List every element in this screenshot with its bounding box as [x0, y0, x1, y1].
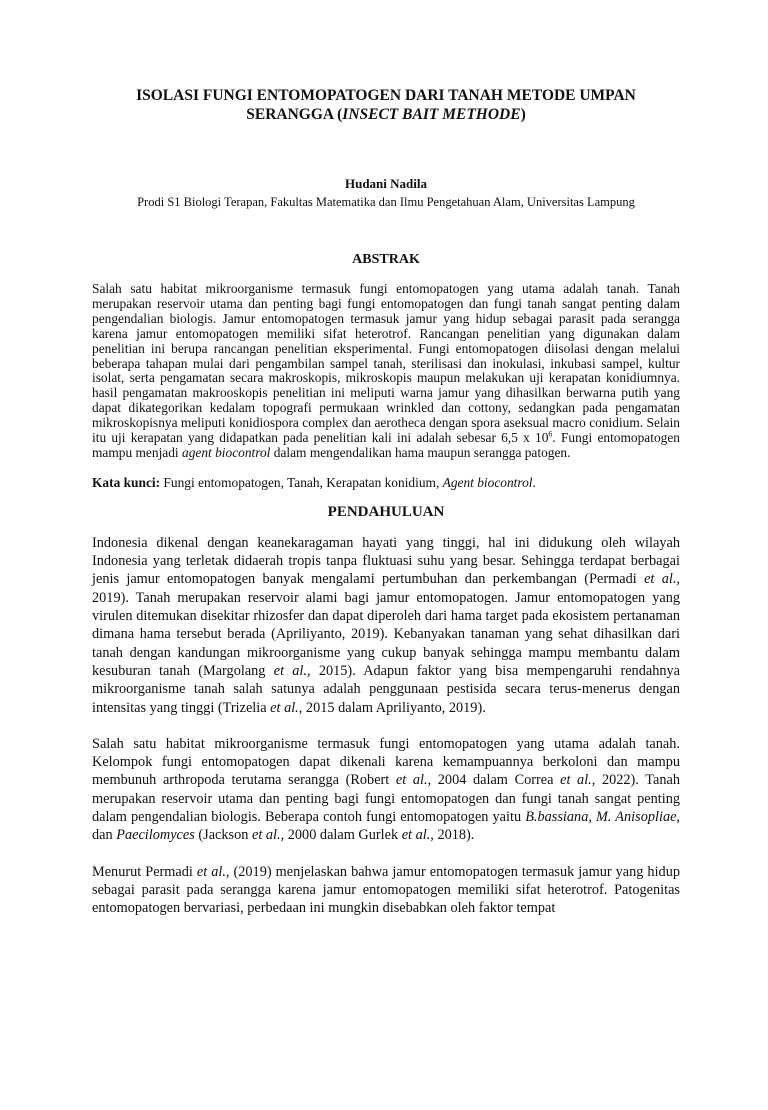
abstract-text-c: dalam mengendalikan hama maupun serangga patogen.	[270, 444, 571, 460]
p1-etal-1: et al.,	[644, 571, 680, 588]
author-affiliation: Prodi S1 Biologi Terapan, Fakultas Matematika dan Ilmu Pengetahuan Alam, Universitas Lampung	[137, 195, 635, 209]
abstract-text-a: Salah satu habitat mikroorganisme termasuk fungi entomopatogen yang utama adalah tanah. Tanah merupakan reservoir utama dan penting bagi fungi entomopatogen dan fungi tanah sangat penting dalam pengendalian biologis. Jamur entomopatogen termasuk jamur yang hidup sebagai parasit pada serangga karena jamur entomopatogen memiliki sifat heterotrof. Rancangan penelitian yang digunakan dalam penelitian ini berupa rancangan penelitian eksperimental. Fungi entomopatogen diisolasi dengan melalui beberapa tahapan mulai dari pengambilan sampel tanah, sterilisasi dan inokulasi, inkubasi sampel, kultur isolat, serta pengamatan secara makroskopis, mikroskopis maupun melakukan uji kerapatan konidiumnya. hasil pengamatan makrooskopis penelitian ini meliputi warna jamur yang dihasilkan berwarna putih yang dapat dikategorikan kedalam topografi permukaan wrinkled dan cottony, sedangkan pada pengamatan mikroskopisnya meliputi konidiospora complex dan aerotheca dengan spora aseksual macro conidium. Selain itu uji kerapatan yang didapatkan pada penelitian kali ini adalah sebesar 6,5 x 10	[92, 281, 680, 446]
p2-text-b: 2004 dalam Correa	[431, 772, 561, 789]
title-line-2-prefix: SERANGGA (	[246, 106, 343, 123]
abstract-text-b: . Fungi entomopatogen mampu menjadi	[92, 430, 680, 460]
keywords	[92, 475, 680, 491]
author-name: Hudani Nadila	[344, 176, 427, 191]
title-line-2-italic: INSECT BAIT METHODE	[342, 106, 521, 123]
p3-etal-1: et al.,	[196, 863, 230, 880]
p2-etal-4: et al.,	[401, 827, 434, 844]
p1-text-b: 2019). Tanah merupakan reservoir alami bagi jamur entomopatogen. Jamur entomopatogen yang virulen ditemukan disekitar rhizosfer dan dapat diperoleh dari hama target pada ekosistem pertanaman dimana hama tersebut berada (Apriliyanto, 2019). Kebanyakan tanaman yang sehat dihasilkan dari tanah dengan kandungan mikroorganisme yang cukup banyak sehingga mampu membantu dalam kesuburan tanah (Margolang	[92, 589, 680, 679]
keywords-end: .	[532, 474, 536, 490]
p2-text-d: dan	[92, 827, 117, 844]
p2-etal-3: et al.,	[252, 827, 285, 844]
p2-etal-1: et al.,	[395, 772, 432, 789]
title-line-2-suffix: )	[520, 106, 526, 123]
p2-etal-2: et al.,	[560, 772, 596, 789]
introduction-paragraph-3	[92, 863, 680, 918]
abstract-italic-term: agent biocontrol	[182, 444, 271, 460]
paper-page	[0, 86, 768, 1110]
p1-text-d: 2015 dalam Apriliyanto, 2019).	[302, 699, 486, 716]
p2-text-f: 2000 dalam Gurlek	[284, 827, 402, 844]
paper-title	[92, 86, 680, 124]
p1-text-a: Indonesia dikenal dengan keanekaragaman hayati yang tinggi, hal ini didukung oleh wilayah Indonesia yang terletak didaerah tropis tanpa fluktuasi suhu yang besar. Sehingga terdapat berbagai jenis jamur entomopatogen banyak mengalami pertumbuhan dan perkembangan (Permadi	[92, 534, 680, 588]
abstract-exponent: 6	[548, 429, 553, 439]
introduction-paragraph-1	[92, 534, 680, 717]
keywords-label: Kata kunci:	[92, 474, 161, 490]
p2-text-e: (Jackson	[194, 827, 252, 844]
p2-species-1: B.bassiana, M. Anisopliae,	[525, 809, 681, 826]
keywords-text: Fungi entomopatogen, Tanah, Kerapatan konidium,	[160, 474, 443, 490]
introduction-paragraph-2	[92, 735, 680, 845]
p1-text-c: 2015). Adapun faktor yang bisa mempengaruhi rendahnya mikroorganisme tanah salah satunya adalah penggunaan pestisida secara terus-menerus dengan intensitas yang tinggi (Trizelia	[92, 662, 680, 716]
p2-text-a: Salah satu habitat mikroorganisme termasuk fungi entomopatogen yang utama adalah tanah. Kelompok fungi entomopatogen dapat dikenali karena kemampuannya berkoloni dan mampu membunuh arthropoda terutama serangga (Robert	[92, 735, 680, 789]
p3-text-a: Menurut Permadi	[92, 863, 197, 880]
abstract-heading: ABSTRAK	[352, 252, 420, 267]
p3-text-b: (2019) menjelaskan bahwa jamur entomopatogen termasuk jamur yang hidup sebagai parasit pada serangga karena jamur entomopatogen memiliki sifat heterotrof. Patogenitas entomopatogen bervariasi, perbedaan ini mungkin disebabkan oleh faktor tempat	[92, 863, 680, 917]
p1-etal-3: et al.,	[270, 699, 303, 716]
p2-text-g: 2018).	[433, 827, 475, 844]
p2-species-2: Paecilomyces	[116, 827, 195, 844]
title-line-1: ISOLASI FUNGI ENTOMOPATOGEN DARI TANAH METODE UMPAN	[136, 87, 636, 104]
p2-text-c: 2022). Tanah merupakan reservoir utama dan penting bagi fungi entomopatogen dan fungi tanah sangat penting dalam pengendalian biologis. Beberapa contoh fungi entomopatogen yaitu	[92, 772, 680, 826]
p1-etal-2: et al.,	[273, 662, 311, 679]
keywords-italic: Agent biocontrol	[442, 474, 533, 490]
abstract-text	[92, 282, 680, 461]
introduction-heading: PENDAHULUAN	[327, 503, 445, 520]
